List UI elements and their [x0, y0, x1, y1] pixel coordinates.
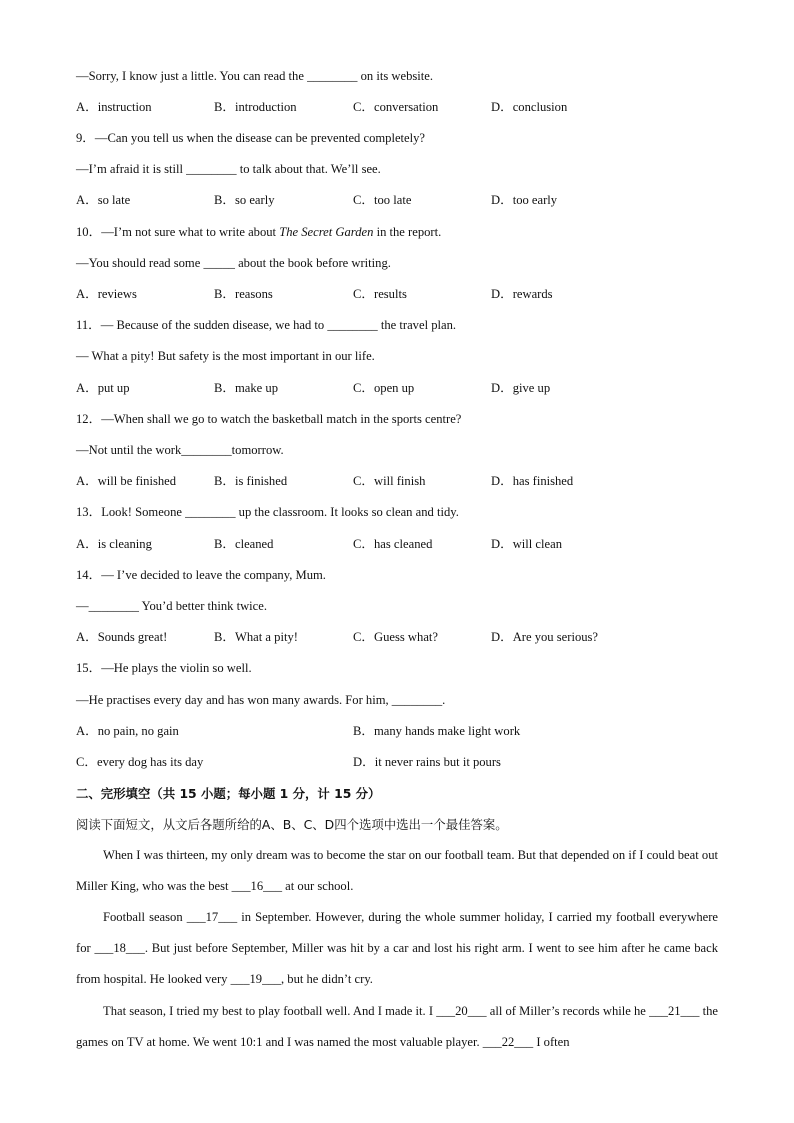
passage-text: all of Miller’s records while he [486, 1004, 650, 1018]
q13-line1: 13．Look! Someone ________ up the classroom. It looks so clean and tidy. [76, 505, 459, 519]
passage-text: That season, I tried my best to play football well. And I made it. I [103, 1004, 437, 1018]
q10-line1-pre: 10．—I’m not sure what to write about [76, 225, 280, 239]
q9-option-c: C．too late [353, 193, 412, 207]
q9-line1: 9．—Can you tell us when the disease can be prevented completely? [76, 131, 426, 145]
q9-option-b: B．so early [214, 193, 275, 207]
q10-option-c: C．results [353, 287, 407, 301]
passage-paragraph-1 [76, 840, 718, 902]
q14-option-a: A．Sounds great! [76, 630, 168, 644]
q14-line1: 14．— I’ve decided to leave the company, Mum. [76, 568, 326, 582]
blank-19: ___19___ [230, 972, 281, 986]
q15-option-a: A．no pain, no gain [76, 724, 179, 738]
q10-line2: —You should read some _____ about the book before writing. [76, 256, 391, 270]
q8-option-b: B．introduction [214, 100, 297, 114]
q15-option-d: D．it never rains but it pours [353, 755, 501, 769]
q15-option-b: B．many hands make light work [353, 724, 521, 738]
q10-option-d: D．rewards [491, 287, 553, 301]
q10-book-title: The Secret Garden [279, 225, 374, 239]
q9-option-a: A．so late [76, 193, 131, 207]
q15-options-row2 [76, 754, 726, 770]
q8-option-c: C．conversation [353, 100, 439, 114]
q13-options [76, 536, 726, 552]
q11-option-a: A．put up [76, 381, 130, 395]
q8-option-d: D．conclusion [491, 100, 568, 114]
q12-option-a: A．will be finished [76, 474, 177, 488]
blank-20: ___20___ [436, 1004, 487, 1018]
q8-option-a: A．instruction [76, 100, 152, 114]
q10-line1-post: in the report. [373, 225, 442, 239]
passage-text: the games on TV at home. We went 10:1 and I was named the most valuable player. [76, 1004, 718, 1049]
q11-options [76, 380, 726, 396]
section-heading: 二、完形填空（共 15 小题；每小题 1 分，计 15 分） [76, 786, 381, 801]
passage-paragraph-3 [76, 996, 718, 1058]
q12-option-c: C．will finish [353, 474, 426, 488]
q10-line1 [76, 224, 441, 240]
passage-text: When I was thirteen, my only dream was to become the star on our football team. But that depended on if I could beat out Miller King, who was the best [76, 848, 718, 893]
q14-option-c: C．Guess what? [353, 630, 438, 644]
q14-option-d: D．Are you serious? [491, 630, 599, 644]
q11-option-c: C．open up [353, 381, 415, 395]
passage-text: Football season [103, 910, 187, 924]
q9-line2: —I’m afraid it is still ________ to talk about that. We’ll see. [76, 162, 381, 176]
q14-option-b: B．What a pity! [214, 630, 298, 644]
passage-text: , but he didn’t cry. [280, 972, 373, 986]
q14-line2: —________ You’d better think twice. [76, 599, 267, 613]
blank-21: ___21___ [649, 1004, 700, 1018]
q9-options [76, 192, 726, 208]
q11-option-b: B．make up [214, 381, 279, 395]
blank-16: ___16___ [231, 879, 283, 893]
q10-option-b: B．reasons [214, 287, 273, 301]
passage-text: in September. However, during the whole summer holiday, I carried my football everywhere for [76, 910, 718, 955]
q12-line1: 12．—When shall we go to watch the basketball match in the sports centre? [76, 412, 462, 426]
q11-option-d: D．give up [491, 381, 551, 395]
q13-option-a: A．is cleaning [76, 537, 152, 551]
q14-options [76, 629, 726, 645]
passage-text: I often [533, 1035, 570, 1049]
q12-option-b: B．is finished [214, 474, 288, 488]
q15-line1: 15．—He plays the violin so well. [76, 661, 252, 675]
q9-option-d: D．too early [491, 193, 558, 207]
q12-line2: —Not until the work________tomorrow. [76, 443, 284, 457]
q13-option-c: C．has cleaned [353, 537, 433, 551]
q12-options [76, 473, 726, 489]
q11-line1: 11．— Because of the sudden disease, we had to ________ the travel plan. [76, 318, 457, 332]
q15-line2: —He practises every day and has won many awards. For him, ________. [76, 693, 446, 707]
q13-option-d: D．will clean [491, 537, 562, 551]
passage-text: . But just before September, Miller was hit by a car and lost his right arm. I went to see him after he came back from hospital. He looked very [76, 941, 718, 986]
q12-option-d: D．has finished [491, 474, 574, 488]
q8-options [76, 99, 726, 115]
passage-paragraph-2 [76, 902, 718, 995]
q10-option-a: A．reviews [76, 287, 137, 301]
q13-option-b: B．cleaned [214, 537, 274, 551]
q8-line2: —Sorry, I know just a little. You can read the ________ on its website. [76, 69, 434, 83]
q10-options [76, 286, 726, 302]
blank-17: ___17___ [186, 910, 238, 924]
passage-text: at our school. [282, 879, 354, 893]
q15-option-c: C．every dog has its day [76, 755, 204, 769]
blank-18: ___18___ [94, 941, 145, 955]
section-instruction: 阅读下面短文，从文后各题所给的A、B、C、D四个选项中选出一个最佳答案。 [76, 817, 508, 832]
q15-options-row1 [76, 723, 726, 739]
blank-22: ___22___ [482, 1035, 534, 1049]
q11-line2: — What a pity! But safety is the most important in our life. [76, 349, 375, 363]
